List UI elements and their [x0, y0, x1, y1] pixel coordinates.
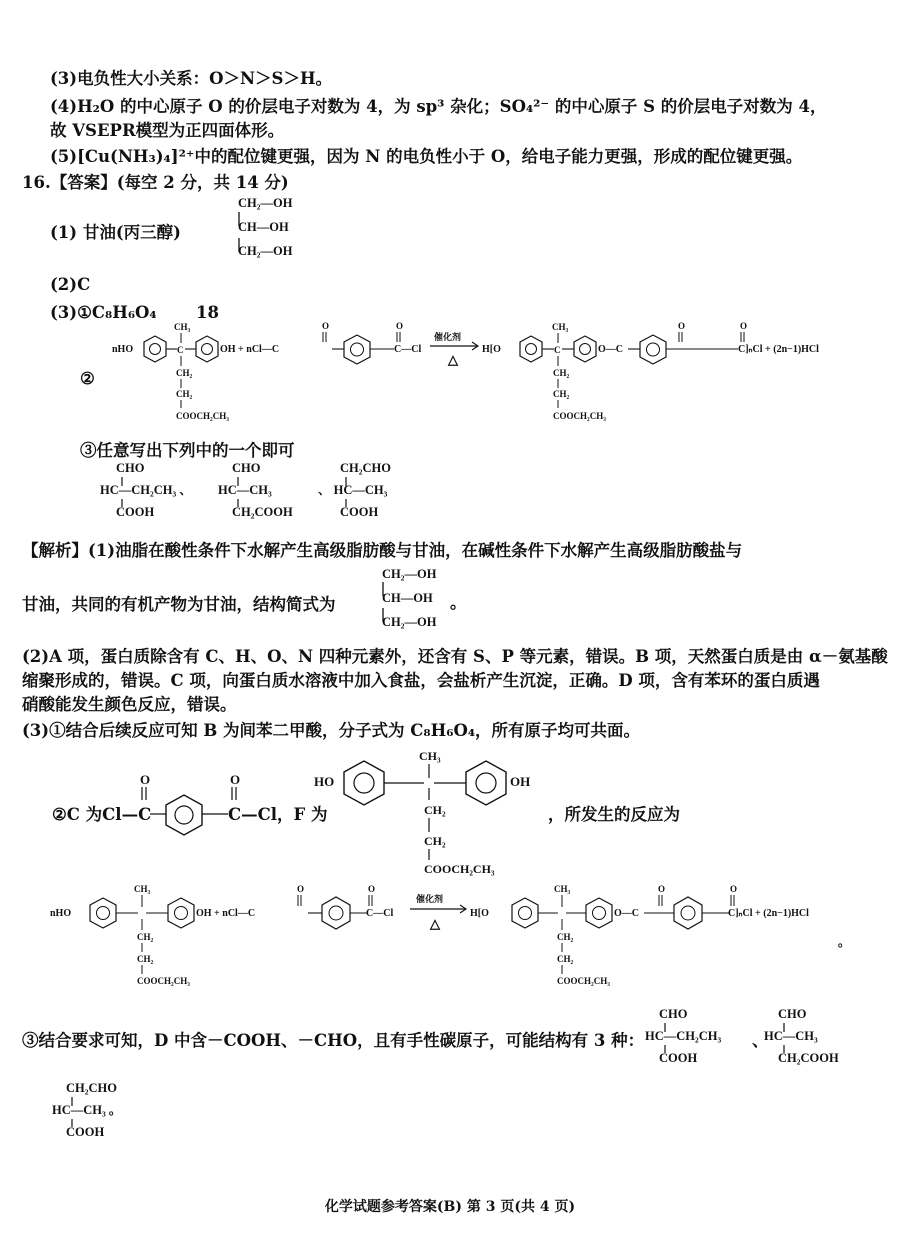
benzene-ring	[466, 761, 506, 805]
reactant-plus: OH + nCl—C	[220, 344, 280, 355]
methyl-label: CH₃	[554, 884, 571, 894]
benzene-ring-inner	[351, 343, 364, 356]
answer-16-3-part2-label: ②	[80, 369, 95, 388]
benzene-ring	[520, 336, 542, 362]
methyl-label: CH₃	[552, 322, 569, 332]
carbonyl-oxygen: O	[740, 321, 748, 331]
benzene-ring-inner	[202, 344, 213, 355]
catalyst-label: 催化剂	[434, 332, 462, 342]
benzene-ring	[586, 898, 612, 928]
polymerization-reaction-2	[50, 880, 850, 992]
hydroxyl-label: HO	[314, 774, 335, 789]
benzene-ring	[166, 795, 202, 835]
methylene-label: CH₂	[176, 389, 193, 399]
reactant-hydroxyl: nHO	[50, 908, 72, 919]
analysis-4-mid: C—Cl，F 为	[228, 805, 328, 824]
methylene-label: CH₂	[553, 368, 570, 378]
benzene-ring	[144, 336, 166, 362]
ester-linkage: O—C	[598, 344, 623, 355]
analysis-option-1: CHO HC—CH₂CH₃ COOH	[645, 1007, 722, 1065]
analysis-glycerol-structure: CH₂—OH CH—OH CH₂—OH	[382, 567, 437, 629]
page-footer: 化学试题参考答案(B) 第 3 页(共 4 页)	[324, 1199, 576, 1215]
analysis-1-period: 。	[450, 593, 467, 612]
benzene-ring	[168, 898, 194, 928]
polymerization-reaction-1	[112, 320, 872, 430]
carbonyl-oxygen: O	[368, 884, 376, 894]
benzene-ring-inner	[593, 907, 606, 920]
benzene-ring	[512, 898, 538, 928]
catalyst-label: 催化剂	[416, 894, 444, 904]
carbonyl-oxygen: O	[396, 321, 404, 331]
analysis-option-3-bonds	[52, 1094, 92, 1134]
analysis-glycerol-bonds	[380, 580, 390, 640]
benzene-ring-inner	[476, 773, 496, 793]
carbonyl-oxygen: O	[658, 884, 666, 894]
methylene-label: CH₂	[137, 932, 154, 942]
methyl-label: CH₃	[419, 749, 441, 763]
benzene-ring	[344, 761, 384, 805]
ester-label: COOCH₂CH₃	[557, 976, 610, 986]
benzene-ring	[574, 336, 596, 362]
methylene-label: CH₂	[176, 368, 193, 378]
answer-16-3-part3-label: ③任意写出下列中的一个即可	[80, 441, 295, 460]
answer-16-3-formula: (3)①C₈H₆O₄	[50, 303, 157, 322]
methylene-label: CH₂	[424, 834, 446, 848]
analysis-4-post: ，所发生的反应为	[548, 805, 680, 824]
benzene-ring-inner	[329, 906, 343, 920]
sentence-end-period: 。	[838, 935, 850, 949]
benzene-ring	[640, 335, 666, 364]
option-structure-1: CHO HC—CH₂CH₃ 、 COOH	[100, 461, 192, 519]
benzene-ring-inner	[97, 907, 110, 920]
answer-16-3-number: 18	[196, 303, 219, 322]
carbonyl-oxygen: O	[230, 772, 241, 787]
benzene-ring-inner	[175, 806, 193, 824]
ester-label: COOCH₂CH₃	[176, 411, 229, 421]
benzene-ring	[322, 897, 350, 929]
quaternary-carbon: C	[177, 345, 184, 355]
analysis-option-2: CHO HC—CH₃ CH₂COOH	[764, 1007, 839, 1065]
reactant-hydroxyl: nHO	[112, 344, 134, 355]
answer-16-heading: 16.【答案】(每空 2 分，共 14 分)	[22, 173, 289, 192]
methylene-label: CH₂	[553, 389, 570, 399]
benzene-ring-inner	[681, 906, 695, 920]
benzene-ring-inner	[580, 344, 591, 355]
benzene-ring	[344, 335, 370, 364]
benzene-ring-inner	[647, 343, 660, 356]
answer-16-2: (2)C	[50, 275, 91, 294]
analysis-5-separator: 、	[752, 1031, 769, 1050]
acyl-chloride: C—Cl	[394, 344, 422, 355]
methylene-label: CH₂	[424, 803, 446, 817]
carbonyl-oxygen: O	[140, 772, 151, 787]
benzene-ring	[196, 336, 218, 362]
methylene-label: CH₂	[557, 932, 574, 942]
analysis-4-pre: ②C 为Cl—C	[52, 805, 152, 824]
benzene-ring-inner	[519, 907, 532, 920]
glycerol-structure: CH₂—OH CH—OH CH₂—OH	[238, 196, 293, 258]
polymer-start: H[O	[470, 908, 489, 919]
answer-16-1-label: (1) 甘油(丙三醇)	[50, 223, 181, 242]
carbonyl-oxygen: O	[297, 884, 305, 894]
analysis-3: (3)①结合后续反应可知 B 为间苯二甲酸，分子式为 C₈H₆O₄，所有原子均可共面。	[22, 721, 641, 740]
option-structure-3: CH₂CHO 、 HC—CH₃ COOH	[318, 461, 391, 519]
benzene-ring-inner	[175, 907, 188, 920]
methylene-label: CH₂	[137, 954, 154, 964]
carbonyl-oxygen: O	[730, 884, 738, 894]
carbonyl-oxygen: O	[678, 321, 686, 331]
benzene-ring-inner	[526, 344, 537, 355]
acyl-chloride: C—Cl	[366, 908, 394, 919]
analysis-2a: (2)A 项，蛋白质除含有 C、H、O、N 四种元素外，还含有 S、P 等元素，错误。B 项，天然蛋白质是由 α－氨基酸	[22, 647, 888, 666]
heat-symbol: △	[430, 916, 440, 931]
ester-label: COOCH₂CH₃	[553, 411, 606, 421]
hydroxyl-label: OH	[510, 774, 531, 789]
benzene-ring-inner	[354, 773, 374, 793]
heat-symbol: △	[448, 352, 458, 367]
analysis-option-bonds	[645, 1020, 865, 1060]
analysis-option-3: CH₂CHO HC—CH₃ 。 COOH	[52, 1081, 122, 1139]
polymer-end: C]ₙCl + (2n−1)HCl	[738, 344, 819, 355]
answer-15-4b: 故 VSEPR模型为正四面体形。	[50, 121, 285, 140]
benzene-ring-inner	[150, 344, 161, 355]
polymer-start: H[O	[482, 344, 501, 355]
ester-linkage: O—C	[614, 908, 639, 919]
benzene-ring	[90, 898, 116, 928]
f-structure	[314, 748, 554, 878]
quaternary-carbon: C	[554, 345, 561, 355]
methyl-label: CH₃	[174, 322, 191, 332]
answer-15-4a: (4)H₂O 的中心原子 O 的价层电子对数为 4，为 sp³ 杂化；SO₄²⁻ 的中心原子 S 的价层电子对数为 4，	[50, 97, 827, 116]
carbonyl-oxygen: O	[322, 321, 330, 331]
answer-15-3: (3)电负性大小关系：O＞N＞S＞H。	[50, 69, 333, 88]
analysis-2c: 硝酸能发生颜色反应，错误。	[22, 695, 237, 714]
option-structure-2: CHO HC—CH₃ CH₂COOH	[218, 461, 293, 519]
polymer-end: C]ₙCl + (2n−1)HCl	[728, 908, 809, 919]
ester-label: COOCH₂CH₃	[137, 976, 190, 986]
analysis-5: ③结合要求可知，D 中含－COOH、－CHO，且有手性碳原子，可能结构有 3 种：	[22, 1031, 645, 1050]
benzene-ring	[674, 897, 702, 929]
analysis-1b: 甘油，共同的有机产物为甘油，结构简式为	[22, 595, 336, 614]
methylene-label: CH₂	[557, 954, 574, 964]
methyl-label: CH₃	[134, 884, 151, 894]
analysis-1a: 【解析】(1)油脂在酸性条件下水解产生高级脂肪酸与甘油，在碱性条件下水解产生高级脂肪酸盐与	[22, 541, 743, 560]
option-bonds	[100, 474, 400, 514]
glycerol-bonds	[236, 210, 246, 270]
analysis-2b: 缩聚形成的，错误。C 项，向蛋白质水溶液中加入食盐，会盐析产生沉淀，正确。D 项，含有苯环的蛋白质遇	[22, 671, 820, 690]
reactant-plus: OH + nCl—C	[196, 908, 256, 919]
ester-label: COOCH₂CH₃	[424, 862, 495, 876]
answer-15-5: (5)[Cu(NH₃)₄]²⁺中的配位键更强，因为 N 的电负性小于 O，给电子能力更强，形成的配位键更强。	[50, 147, 803, 166]
